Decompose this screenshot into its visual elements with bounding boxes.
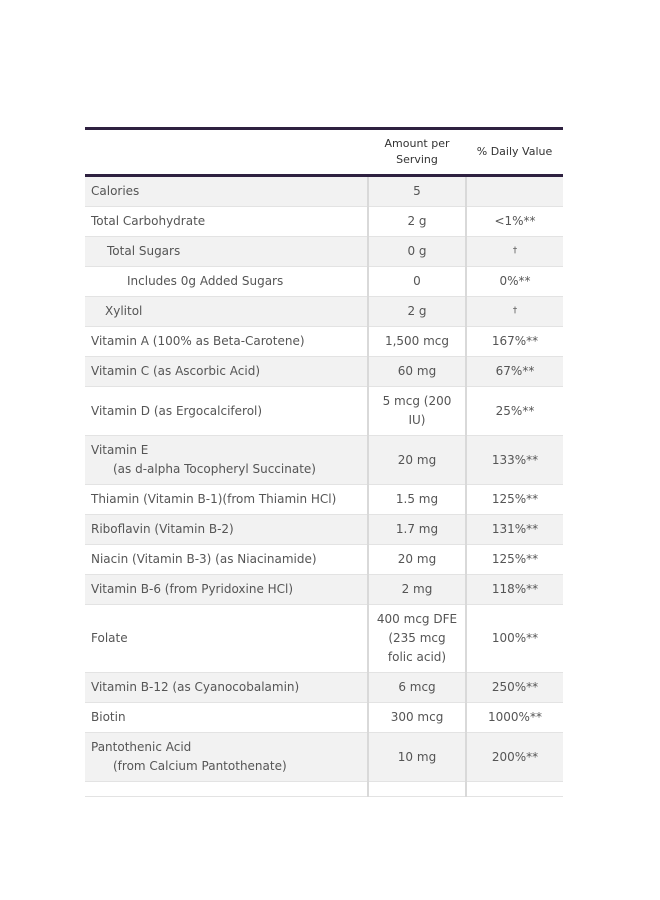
nutrient-daily-value: 118%** — [466, 575, 563, 605]
table-row-xylitol — [85, 297, 563, 327]
nutrient-amount: 2 g — [368, 207, 466, 237]
nutrient-daily-value: <1%** — [466, 207, 563, 237]
nutrient-amount: 1.7 mg — [368, 515, 466, 545]
table-row-vitamin-b12 — [85, 673, 563, 703]
nutrient-name: Niacin (Vitamin B-3) (as Niacinamide) — [85, 545, 368, 575]
nutrient-daily-value: 125%** — [466, 545, 563, 575]
header-nutrient-column — [85, 129, 368, 176]
nutrient-name: Vitamin C (as Ascorbic Acid) — [85, 357, 368, 387]
table-row-calories — [85, 176, 563, 207]
table-row-riboflavin — [85, 515, 563, 545]
nutrient-name: Vitamin B-6 (from Pyridoxine HCl) — [85, 575, 368, 605]
nutrient-name: Vitamin B-12 (as Cyanocobalamin) — [85, 673, 368, 703]
nutrient-name: Vitamin D (as Ergocalciferol) — [85, 387, 368, 436]
nutrient-daily-value: 167%** — [466, 327, 563, 357]
nutrient-daily-value — [466, 237, 563, 267]
truncated-cell — [466, 782, 563, 797]
nutrient-daily-value: 131%** — [466, 515, 563, 545]
nutrient-name: Total Sugars — [85, 237, 368, 267]
header-daily-value: % Daily Value — [466, 129, 563, 176]
table-row-pantothenic-acid — [85, 733, 563, 782]
supplement-facts-table — [85, 127, 563, 797]
nutrient-name-source: (from Calcium Pantothenate) — [113, 759, 287, 773]
nutrient-name: Xylitol — [85, 297, 368, 327]
nutrient-amount: 0 g — [368, 237, 466, 267]
nutrient-amount: 300 mcg — [368, 703, 466, 733]
nutrient-name-main: Vitamin E — [91, 443, 149, 457]
table-row-vitamin-d — [85, 387, 563, 436]
table-row-total-sugars — [85, 237, 563, 267]
table-row-vitamin-c — [85, 357, 563, 387]
table-header-row — [85, 129, 563, 176]
truncated-cell — [85, 782, 368, 797]
nutrient-name-main: Pantothenic Acid — [91, 740, 192, 754]
nutrient-daily-value: 250%** — [466, 673, 563, 703]
nutrient-name-source: (as d-alpha Tocopheryl Succinate) — [113, 462, 316, 476]
table-row-vitamin-a — [85, 327, 563, 357]
table-row-truncated — [85, 782, 563, 797]
nutrient-daily-value: 67%** — [466, 357, 563, 387]
nutrient-amount: 20 mg — [368, 436, 466, 485]
nutrient-daily-value — [466, 297, 563, 327]
nutrient-name: Total Carbohydrate — [85, 207, 368, 237]
nutrient-name: Biotin — [85, 703, 368, 733]
nutrient-name: Thiamin (Vitamin B-1)(from Thiamin HCl) — [85, 485, 368, 515]
nutrient-name: Calories — [85, 176, 368, 207]
truncated-cell — [368, 782, 466, 797]
nutrient-amount: 6 mcg — [368, 673, 466, 703]
table-row-added-sugars — [85, 267, 563, 297]
table-row-folate — [85, 605, 563, 673]
nutrient-name: Vitamin A (100% as Beta-Carotene) — [85, 327, 368, 357]
table-row-niacin — [85, 545, 563, 575]
nutrient-amount: 0 — [368, 267, 466, 297]
nutrient-amount: 5 mcg (200 IU) — [368, 387, 466, 436]
nutrient-name: Folate — [85, 605, 368, 673]
nutrient-amount: 10 mg — [368, 733, 466, 782]
nutrient-daily-value: 100%** — [466, 605, 563, 673]
nutrient-name: Riboflavin (Vitamin B-2) — [85, 515, 368, 545]
dagger-symbol: † — [512, 306, 518, 316]
header-amount-per-serving: Amount per Serving — [368, 129, 466, 176]
table-row-total-carbohydrate — [85, 207, 563, 237]
table-row-vitamin-e — [85, 436, 563, 485]
nutrient-daily-value — [466, 176, 563, 207]
nutrient-amount: 20 mg — [368, 545, 466, 575]
dagger-symbol: † — [512, 246, 518, 256]
nutrient-amount: 2 mg — [368, 575, 466, 605]
nutrient-daily-value: 200%** — [466, 733, 563, 782]
nutrient-amount: 1.5 mg — [368, 485, 466, 515]
table-row-vitamin-b6 — [85, 575, 563, 605]
nutrient-name — [85, 733, 368, 782]
table-row-thiamin — [85, 485, 563, 515]
nutrient-amount: 1,500 mcg — [368, 327, 466, 357]
nutrient-daily-value: 25%** — [466, 387, 563, 436]
nutrient-amount: 5 — [368, 176, 466, 207]
nutrient-daily-value: 125%** — [466, 485, 563, 515]
table-row-biotin — [85, 703, 563, 733]
nutrient-name — [85, 436, 368, 485]
nutrient-daily-value: 133%** — [466, 436, 563, 485]
nutrient-daily-value: 0%** — [466, 267, 563, 297]
nutrient-name: Includes 0g Added Sugars — [85, 267, 368, 297]
nutrient-amount: 400 mcg DFE (235 mcg folic acid) — [368, 605, 466, 673]
nutrient-amount: 60 mg — [368, 357, 466, 387]
nutrient-daily-value: 1000%** — [466, 703, 563, 733]
nutrient-amount: 2 g — [368, 297, 466, 327]
